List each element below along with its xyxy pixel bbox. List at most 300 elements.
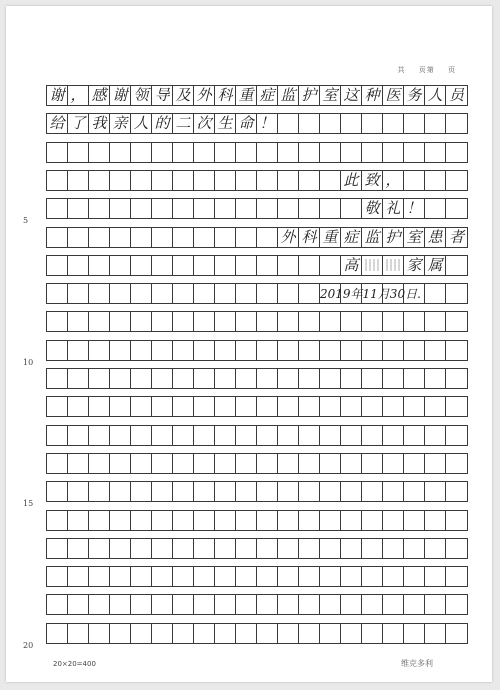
grid-cell (362, 341, 383, 360)
grid-cell: 症 (257, 86, 278, 105)
grid-cell (194, 284, 215, 303)
grid-cell (68, 284, 89, 303)
grid-cell (236, 397, 257, 416)
grid-cell (194, 171, 215, 190)
grid-cell (89, 539, 110, 558)
grid-cell: 医 (383, 86, 404, 105)
grid-cell (404, 511, 425, 530)
grid-cell (68, 426, 89, 445)
grid-cell (425, 539, 446, 558)
total-pages-label: 共 (397, 66, 406, 74)
grid-cell (362, 114, 383, 133)
grid-cell (299, 539, 320, 558)
grid-cell (425, 454, 446, 473)
grid-cell (278, 482, 299, 501)
grid-cell: 给 (47, 114, 68, 133)
grid-cell (215, 228, 236, 247)
grid-row (46, 623, 468, 644)
grid-cell (425, 567, 446, 586)
grid-cell (362, 595, 383, 614)
grid-cell: 重 (320, 228, 341, 247)
grid-cell (89, 312, 110, 331)
grid-cell (194, 426, 215, 445)
grid-row (46, 396, 468, 417)
grid-cell (383, 426, 404, 445)
grid-cell: 员 (448, 86, 464, 104)
grid-cell (320, 256, 341, 275)
grid-cell (257, 426, 278, 445)
grid-cell (68, 228, 89, 247)
grid-cell (215, 426, 236, 445)
grid-row (46, 425, 468, 446)
grid-cell (236, 595, 257, 614)
grid-cell (257, 171, 278, 190)
grid-cell (173, 567, 194, 586)
grid-cell (215, 624, 236, 643)
grid-cell (257, 595, 278, 614)
grid-cell (362, 143, 383, 162)
grid-cell: 这 (341, 86, 362, 105)
grid-cell (341, 143, 362, 162)
grid-cell (89, 256, 110, 275)
grid-cell (68, 482, 89, 501)
grid-cell (341, 511, 362, 530)
grid-cell (278, 539, 299, 558)
grid-cell (320, 482, 341, 501)
grid-cell: 重 (236, 86, 257, 105)
grid-cell (131, 624, 152, 643)
grid-cell (236, 256, 257, 275)
grid-cell (236, 482, 257, 501)
grid-cell (446, 397, 467, 416)
grid-cell (152, 312, 173, 331)
grid-cell (236, 171, 257, 190)
grid-cell (362, 454, 383, 473)
grid-cell (131, 341, 152, 360)
grid-cell (425, 312, 446, 331)
grid-cell (131, 369, 152, 388)
grid-cell (131, 454, 152, 473)
grid-cell (341, 397, 362, 416)
grid-cell (194, 624, 215, 643)
grid-cell (278, 171, 299, 190)
grid-cell (110, 312, 131, 331)
grid-cell (89, 228, 110, 247)
grid-cell (194, 482, 215, 501)
grid-cell: 谢 (47, 86, 68, 105)
grid-row (46, 170, 468, 191)
grid-cell (131, 171, 152, 190)
grid-cell (404, 397, 425, 416)
grid-cell (299, 426, 320, 445)
grid-cell: 领 (131, 86, 152, 105)
grid-cell (446, 199, 467, 218)
grid-cell (215, 567, 236, 586)
grid-cell (320, 312, 341, 331)
grid-cell: 感 (89, 86, 110, 105)
grid-cell (47, 256, 68, 275)
grid-cell (152, 454, 173, 473)
grid-cell: 护 (299, 86, 320, 105)
grid-cell (257, 539, 278, 558)
row-number-marker: 10 (23, 357, 34, 367)
grid-cell (299, 369, 320, 388)
grid-row (46, 538, 468, 559)
grid-cell: 次 (194, 114, 215, 133)
grid-cell (404, 341, 425, 360)
grid-cell: 致 (362, 171, 383, 190)
grid-cell (110, 397, 131, 416)
grid-cell (425, 369, 446, 388)
redaction-mark (386, 259, 400, 271)
grid-cell (131, 143, 152, 162)
grid-cell (152, 482, 173, 501)
grid-cell (362, 426, 383, 445)
grid-row (46, 227, 468, 248)
grid-cell (299, 511, 320, 530)
grid-row (46, 311, 468, 332)
grid-cell (257, 454, 278, 473)
grid-cell (257, 256, 278, 275)
grid-cell (278, 312, 299, 331)
grid-cell (446, 482, 467, 501)
grid-cell (446, 567, 467, 586)
grid-cell (215, 284, 236, 303)
grid-cell (131, 511, 152, 530)
grid-row (46, 566, 468, 587)
grid-cell (404, 595, 425, 614)
grid-cell (446, 369, 467, 388)
grid-cell: 人 (425, 86, 446, 105)
grid-cell: 科 (299, 228, 320, 247)
grid-cell (236, 341, 257, 360)
grid-cell (362, 312, 383, 331)
brand-label: 维克多利 (401, 659, 433, 668)
grid-cell (236, 228, 257, 247)
grid-cell (131, 284, 152, 303)
grid-cell: 高 (341, 256, 362, 275)
grid-cell (173, 341, 194, 360)
grid-cell (404, 312, 425, 331)
grid-cell (173, 624, 194, 643)
grid-cell (173, 369, 194, 388)
grid-cell (215, 511, 236, 530)
grid-cell (152, 426, 173, 445)
grid-cell: 亲 (110, 114, 131, 133)
grid-cell (68, 369, 89, 388)
grid-cell (341, 312, 362, 331)
grid-cell (89, 482, 110, 501)
grid-cell (362, 624, 383, 643)
grid-cell (215, 595, 236, 614)
grid-cell (194, 256, 215, 275)
grid-cell: 礼 (383, 199, 404, 218)
grid-cell (446, 143, 467, 162)
grid-cell (152, 397, 173, 416)
grid-cell (47, 454, 68, 473)
grid-cell (131, 397, 152, 416)
grid-cell: 导 (152, 86, 173, 105)
grid-cell (194, 341, 215, 360)
grid-cell (278, 199, 299, 218)
grid-cell (194, 199, 215, 218)
grid-cell (362, 369, 383, 388)
grid-cell (446, 171, 467, 190)
grid-cell (131, 312, 152, 331)
grid-cell (425, 482, 446, 501)
grid-cell (152, 511, 173, 530)
grid-cell (47, 397, 68, 416)
grid-cell (299, 567, 320, 586)
grid-cell (152, 199, 173, 218)
grid-cell: 者 (448, 227, 464, 246)
grid-row (46, 198, 468, 219)
grid-cell (215, 341, 236, 360)
grid-cell (299, 341, 320, 360)
grid-cell: 的 (152, 114, 173, 133)
grid-cell (341, 624, 362, 643)
grid-cell: 科 (215, 86, 236, 105)
grid-cell (236, 454, 257, 473)
grid-cell: 家 (404, 256, 425, 275)
grid-cell (446, 114, 467, 133)
grid-cell (362, 511, 383, 530)
grid-row (46, 453, 468, 474)
grid-cell (320, 426, 341, 445)
manuscript-grid (46, 85, 468, 648)
grid-cell: 务 (404, 86, 425, 105)
grid-cell (278, 369, 299, 388)
grid-cell (47, 199, 68, 218)
grid-cell (110, 228, 131, 247)
grid-cell: 属 (425, 256, 446, 275)
grid-cell: 命 (236, 114, 257, 133)
grid-cell (383, 511, 404, 530)
grid-cell (131, 539, 152, 558)
grid-cell: 我 (89, 114, 110, 133)
grid-cell (446, 256, 467, 275)
grid-cell (152, 256, 173, 275)
grid-cell (131, 595, 152, 614)
grid-cell (110, 624, 131, 643)
grid-cell (299, 171, 320, 190)
grid-cell (89, 171, 110, 190)
grid-cell (173, 312, 194, 331)
grid-cell (215, 256, 236, 275)
grid-cell (236, 143, 257, 162)
grid-cell (236, 567, 257, 586)
grid-cell (110, 567, 131, 586)
grid-cell (215, 312, 236, 331)
grid-cell (278, 397, 299, 416)
grid-cell: ， (383, 171, 404, 190)
grid-cell (110, 454, 131, 473)
grid-cell (320, 369, 341, 388)
grid-cell (341, 114, 362, 133)
grid-cell (68, 256, 89, 275)
grid-cell (110, 341, 131, 360)
grid-cell (47, 426, 68, 445)
redacted-name-cell (383, 256, 404, 275)
grid-cell (173, 171, 194, 190)
grid-row (46, 255, 468, 276)
grid-row (46, 340, 468, 361)
grid-cell: 敬 (362, 199, 383, 218)
grid-cell (89, 624, 110, 643)
grid-cell (362, 567, 383, 586)
grid-cell (299, 454, 320, 473)
grid-cell (299, 143, 320, 162)
grid-cell (47, 369, 68, 388)
grid-cell (446, 539, 467, 558)
grid-cell (215, 143, 236, 162)
grid-cell (425, 511, 446, 530)
grid-cell (68, 624, 89, 643)
grid-cell: ， (68, 86, 89, 105)
grid-cell (173, 539, 194, 558)
grid-cell (404, 114, 425, 133)
page-end-label: 页 (448, 66, 456, 74)
grid-cell (425, 595, 446, 614)
grid-cell (152, 143, 173, 162)
grid-cell (152, 228, 173, 247)
grid-cell (257, 199, 278, 218)
grid-cell (89, 284, 110, 303)
grid-cell (341, 369, 362, 388)
grid-cell (299, 624, 320, 643)
grid-cell (215, 171, 236, 190)
grid-cell (152, 171, 173, 190)
grid-cell (110, 171, 131, 190)
grid-cell (68, 595, 89, 614)
grid-cell: 及 (173, 86, 194, 105)
grid-cell: 此 (341, 171, 362, 190)
grid-cell (47, 143, 68, 162)
grid-cell (341, 454, 362, 473)
grid-cell (173, 595, 194, 614)
grid-cell (68, 199, 89, 218)
grid-cell (194, 539, 215, 558)
grid-cell (131, 567, 152, 586)
grid-cell (152, 284, 173, 303)
row-number-marker: 15 (23, 499, 34, 509)
grid-cell (173, 426, 194, 445)
grid-cell: ！ (404, 199, 425, 218)
grid-cell (320, 171, 341, 190)
grid-cell (68, 341, 89, 360)
grid-cell (299, 312, 320, 331)
grid-cell (383, 341, 404, 360)
grid-cell (383, 595, 404, 614)
grid-cell (236, 199, 257, 218)
grid-cell (110, 511, 131, 530)
grid-cell (383, 624, 404, 643)
grid-cell (404, 482, 425, 501)
grid-cell (341, 539, 362, 558)
grid-cell (215, 539, 236, 558)
grid-cell (194, 143, 215, 162)
grid-cell (68, 454, 89, 473)
grid-cell (341, 199, 362, 218)
grid-cell (278, 256, 299, 275)
grid-row (46, 368, 468, 389)
grid-cell (89, 511, 110, 530)
grid-cell (68, 539, 89, 558)
grid-cell (404, 539, 425, 558)
grid-cell (278, 114, 299, 133)
grid-cell (89, 397, 110, 416)
page-number-label: 页第 (418, 66, 435, 74)
grid-cell (278, 511, 299, 530)
grid-cell (152, 341, 173, 360)
grid-cell (278, 567, 299, 586)
grid-cell (404, 369, 425, 388)
grid-cell: 外 (278, 228, 299, 247)
grid-cell (131, 199, 152, 218)
grid-cell (383, 369, 404, 388)
grid-cell (278, 284, 299, 303)
grid-cell (446, 426, 467, 445)
grid-cell (383, 143, 404, 162)
grid-cell (383, 454, 404, 473)
grid-cell: 症 (341, 228, 362, 247)
grid-cell (194, 567, 215, 586)
grid-cell (131, 228, 152, 247)
grid-cell (446, 511, 467, 530)
grid-cell (68, 312, 89, 331)
grid-cell (236, 284, 257, 303)
grid-cell (299, 482, 320, 501)
grid-cell (320, 567, 341, 586)
grid-cell (257, 624, 278, 643)
grid-cell: 监 (278, 86, 299, 105)
grid-cell (341, 426, 362, 445)
grid-cell (446, 595, 467, 614)
grid-cell (110, 482, 131, 501)
grid-cell (425, 426, 446, 445)
paper-sheet (6, 6, 492, 682)
grid-cell (236, 312, 257, 331)
grid-cell (404, 624, 425, 643)
grid-cell (68, 397, 89, 416)
grid-cell (257, 567, 278, 586)
grid-cell (89, 567, 110, 586)
grid-cell (131, 426, 152, 445)
grid-cell (425, 143, 446, 162)
grid-cell (257, 341, 278, 360)
grid-cell (173, 284, 194, 303)
grid-cell (173, 143, 194, 162)
grid-cell (236, 511, 257, 530)
grid-cell (278, 454, 299, 473)
grid-cell (383, 539, 404, 558)
grid-cell: 患 (425, 228, 446, 247)
grid-cell (47, 341, 68, 360)
grid-cell (320, 341, 341, 360)
grid-cell (110, 369, 131, 388)
grid-cell (68, 511, 89, 530)
grid-cell (278, 624, 299, 643)
grid-cell (257, 397, 278, 416)
grid-cell (404, 567, 425, 586)
grid-cell: 外 (194, 86, 215, 105)
grid-cell (299, 595, 320, 614)
grid-cell (425, 199, 446, 218)
grid-row (46, 594, 468, 615)
grid-cell (89, 595, 110, 614)
grid-cell (152, 567, 173, 586)
grid-cell (68, 171, 89, 190)
